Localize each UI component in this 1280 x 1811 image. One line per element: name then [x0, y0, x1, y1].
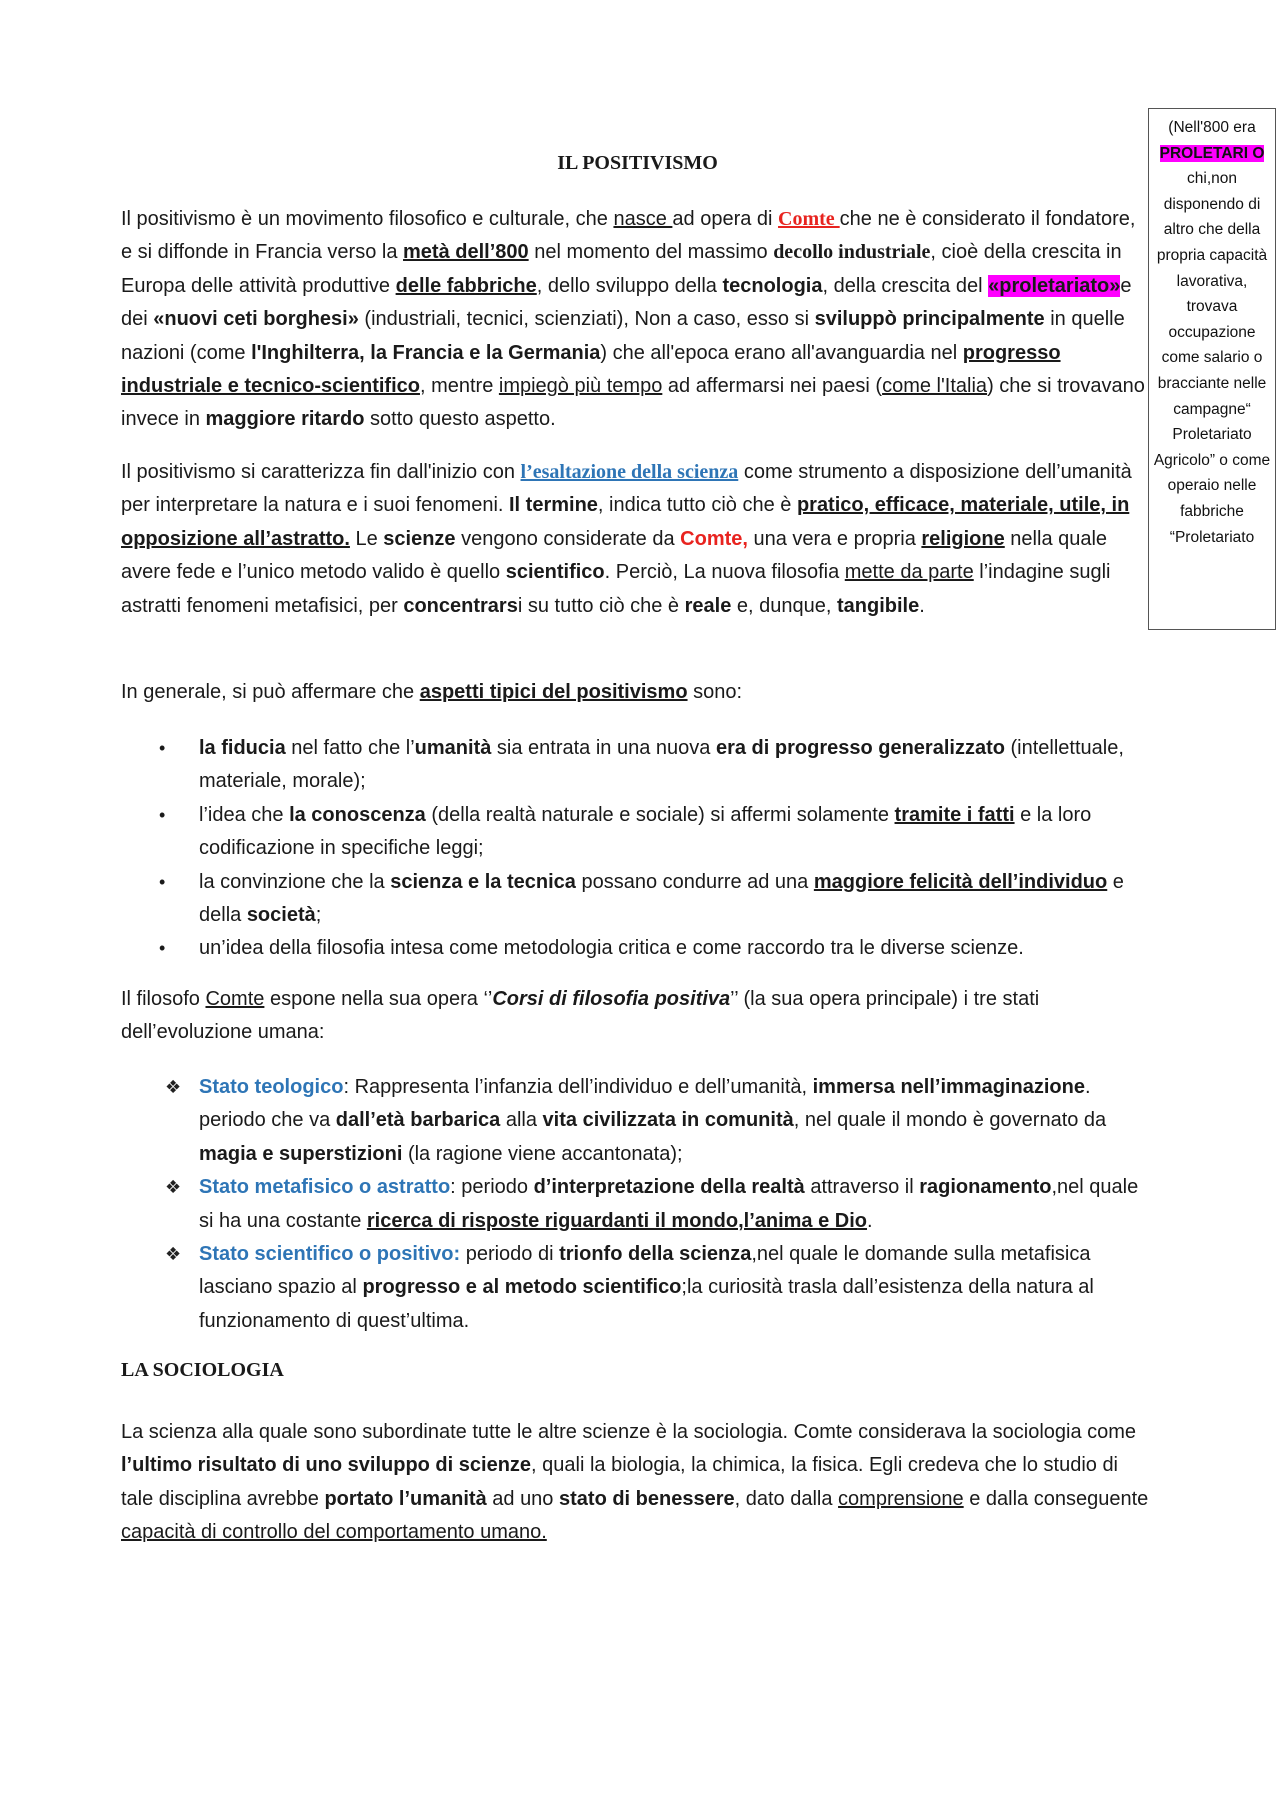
list-item: • un’idea della filosofia intesa come metodologia critica e come raccordo tra le diverse scienze.	[121, 932, 1151, 965]
list-stati	[121, 1071, 1151, 1338]
bullet-icon: •	[159, 804, 166, 825]
bullet-icon: •	[159, 871, 166, 892]
diamond-bullet-icon: ❖	[165, 1177, 182, 1198]
list-aspetti	[121, 732, 1151, 966]
list-item: • la convinzione che la scienza e la tecnica possano condurre ad una maggiore felicità dell’individuo e della società;	[121, 866, 1151, 933]
diamond-bullet-icon: ❖	[165, 1077, 182, 1097]
paragraph-comte-opera: Il filosofo Comte espone nella sua opera ‘’Corsi di filosofia positiva’’ (la sua opera principale) i tre stati dell’evoluzione umana:	[121, 988, 1040, 1044]
paragraph-scienza: Il positivismo si caratterizza fin dall'inizio con l’esaltazione della scienza come strumento a disposizione dell’umanità per interpretare la natura e i suoi fenomeni. Il termine, indica tutto ciò che è pratico, efficace, materiale, utile, in opposizione all’astratto. Le scienze vengono considerate da Comte, una vera e propria religione nella quale avere fede e l’unico metodo valido è quello scientifico. Perciò, La nuova filosofia mette da parte l’indagine sugli astratti fenomeni metafisici, per concentrarsi su tutto ciò che è reale e, dunque, tangibile.	[121, 461, 1132, 617]
bullet-icon: •	[159, 738, 166, 758]
highlight-proletariato: «proletariato»	[988, 274, 1121, 297]
paragraph-sociologia: La scienza alla quale sono subordinate tutte le altre scienze è la sociologia. Comte considerava la sociologia come l’ultimo risultato di uno sviluppo di scienze, quali la biologia, la chimica, la fisica. Egli credeva che lo studio di tale disciplina avrebbe portato l’umanità ad uno stato di benessere, dato dalla comprensione e dalla conseguente capacità di controllo del comportamento umano.	[121, 1421, 1149, 1544]
diamond-bullet-icon: ❖	[165, 1244, 182, 1265]
page-title: IL POSITIVISMO	[557, 152, 718, 174]
list-item: ❖ Stato metafisico o astratto: periodo d’interpretazione della realtà attraverso il ragionamento,nel quale si ha una costante ricerca di risposte riguardanti il mondo,l’anima e Dio.	[121, 1171, 1151, 1238]
margin-note: (Nell'800 era PROLETARI O chi,non disponendo di altro che della propria capacità lavorativa, trovava occupazione come salario o bracciante nelle campagne“ Proletariato Agricolo” o come operaio nelle fabbriche “Proletariato	[1148, 108, 1276, 630]
bullet-icon: •	[159, 938, 166, 959]
paragraph-intro: Il positivismo è un movimento filosofico e culturale, che nasce ad opera di Comte che ne è considerato il fondatore, e si diffonde in Francia verso la metà dell’800 nel momento del massimo decollo industriale, cioè della crescita in Europa delle attività produttive delle fabbriche, dello sviluppo della tecnologia, della crescita del «proletariato»e dei «nuovi ceti borghesi» (industriali, tecnici, scienziati), Non a caso, esso si sviluppò principalmente in quelle nazioni (come l'Inghilterra, la Francia e la Germania) che all'epoca erano all'avanguardia nel progresso industriale e tecnico-scientifico, mentre impiegò più tempo ad affermarsi nei paesi (come l'Italia) che si trovavano invece in maggiore ritardo sotto questo aspetto.	[121, 208, 1145, 431]
highlight-proletario: PROLETARI O	[1159, 144, 1265, 162]
paragraph-aspetti: In generale, si può affermare che aspetti tipici del positivismo sono:	[121, 681, 743, 703]
list-item: • la fiducia nel fatto che l’umanità sia entrata in una nuova era di progresso generalizzato (intellettuale, materiale, morale);	[121, 732, 1151, 799]
comte-name: Comte	[778, 208, 840, 230]
list-item: ❖ Stato teologico: Rappresenta l’infanzia dell’individuo e dell’umanità, immersa nell’immaginazione. periodo che va dall’età barbarica alla vita civilizzata in comunità, nel quale il mondo è governato da magia e superstizioni (la ragione viene accantonata);	[121, 1071, 1151, 1171]
section-heading: LA SOCIOLOGIA	[121, 1359, 284, 1381]
list-item: • l’idea che la conoscenza (della realtà naturale e sociale) si affermi solamente tramite i fatti e la loro codificazione in specifiche leggi;	[121, 799, 1151, 866]
list-item: ❖ Stato scientifico o positivo: periodo di trionfo della scienza,nel quale le domande sulla metafisica lasciano spazio al progresso e al metodo scientifico;la curiosità trasla dall’esistenza della natura al funzionamento di quest’ultima.	[121, 1238, 1151, 1338]
